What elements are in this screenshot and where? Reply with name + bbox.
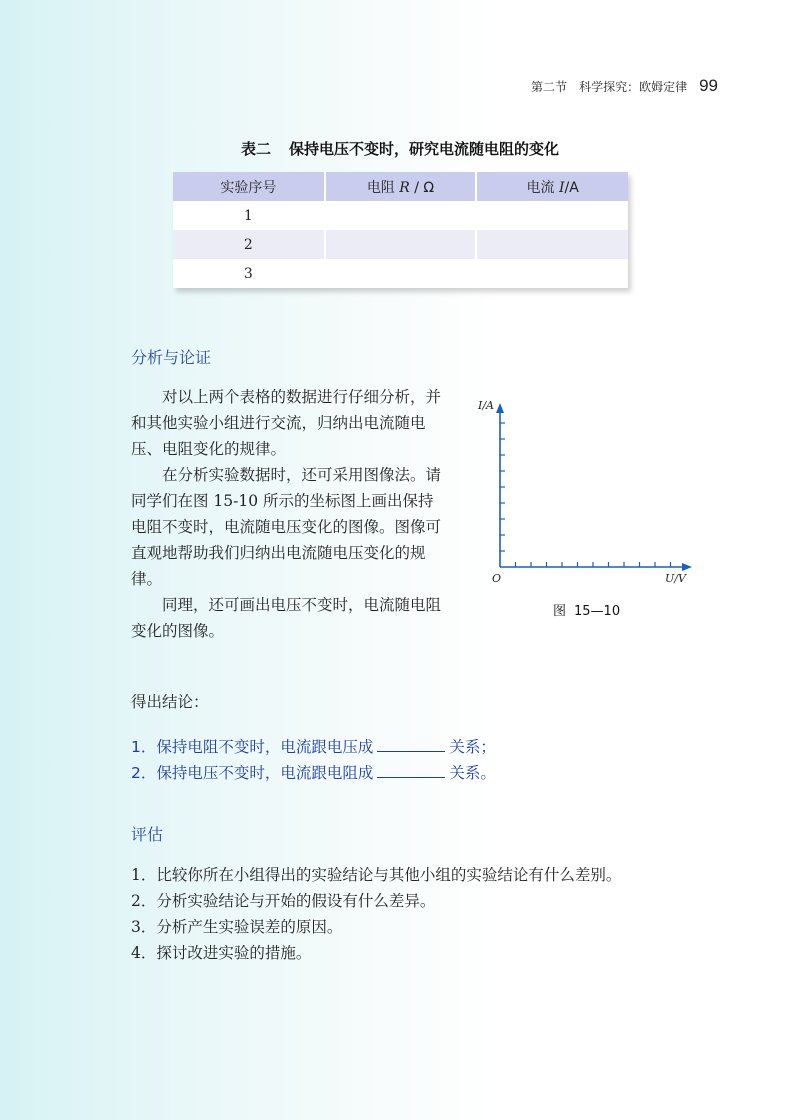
- evaluation-list: [131, 862, 621, 966]
- table-caption: [0, 138, 800, 159]
- evaluation-item: 1．比较你所在小组得出的实验结论与其他小组的实验结论有什么差别。: [131, 866, 622, 884]
- evaluation-item: 4．探讨改进实验的措施。: [131, 944, 312, 962]
- conclusion-item: 2．保持电压不变时，电流跟电阻成 关系。: [131, 764, 496, 782]
- evaluation-item: 3．分析产生实验误差的原因。: [131, 918, 343, 936]
- header-current: 电流 I/A: [476, 172, 628, 201]
- cell-resistance: [325, 259, 477, 288]
- table-caption-text: 保持电压不变时，研究电流随电阻的变化: [289, 140, 560, 158]
- y-axis-label: I/A: [478, 399, 494, 412]
- cell-resistance: [325, 201, 477, 230]
- conclusion-item: 1．保持电阻不变时，电流跟电压成 关系；: [131, 738, 496, 756]
- cell-index: 2: [173, 230, 325, 259]
- cell-resistance: [325, 230, 477, 259]
- header-resistance: 电阻 R / Ω: [325, 172, 477, 201]
- cell-current: [476, 259, 628, 288]
- evaluation-heading: 评估: [131, 825, 164, 844]
- table-row: [173, 230, 628, 259]
- x-axis-label: U/V: [665, 572, 686, 585]
- cell-current: [476, 201, 628, 230]
- y-axis-arrow: [496, 403, 504, 413]
- figure-caption-prefix: 图: [553, 604, 567, 619]
- analysis-paragraph-3: 同理，还可画出电压不变时，电流随电阻变化的图像。: [131, 596, 442, 640]
- header-title: 科学探究：欧姆定律: [579, 79, 688, 94]
- figure-caption: [553, 600, 620, 619]
- evaluation-item: 2．分析实验结论与开始的假设有什么差异。: [131, 892, 436, 910]
- figure-caption-number: 15—10: [574, 604, 621, 619]
- cell-index: 3: [243, 265, 253, 282]
- coordinate-graph: [470, 395, 700, 595]
- header-section: 第二节: [531, 79, 568, 94]
- analysis-paragraph-2: 在分析实验数据时，还可采用图像法。请同学们在图 15-10 所示的坐标图上画出保持电阻不变时，电流随电压变化的图像。图像可直观地帮助我们归纳出电流随电压变化的规律。: [131, 466, 442, 588]
- origin-label: O: [492, 572, 502, 585]
- fill-blank[interactable]: [377, 737, 445, 752]
- analysis-heading: 分析与论证: [131, 348, 212, 367]
- running-header: [531, 76, 718, 96]
- conclusion-label: 得出结论：: [131, 693, 209, 711]
- analysis-paragraph-1: 对以上两个表格的数据进行仔细分析，并和其他实验小组进行交流，归纳出电流随电压、电阻变化的规律。: [131, 388, 442, 458]
- analysis-body: [131, 384, 441, 644]
- cell-current: [476, 230, 628, 259]
- conclusion-list: [131, 734, 496, 786]
- page-number: 99: [699, 76, 718, 95]
- table-row: [173, 259, 628, 288]
- table-header-row: [173, 172, 628, 201]
- cell-index: 1: [243, 207, 253, 224]
- fill-blank[interactable]: [377, 763, 445, 778]
- table-row: [173, 201, 628, 230]
- x-axis-arrow: [682, 563, 692, 571]
- table-label: 表二: [240, 140, 271, 158]
- header-trial-number: 实验序号: [173, 172, 325, 201]
- data-table: [173, 172, 628, 288]
